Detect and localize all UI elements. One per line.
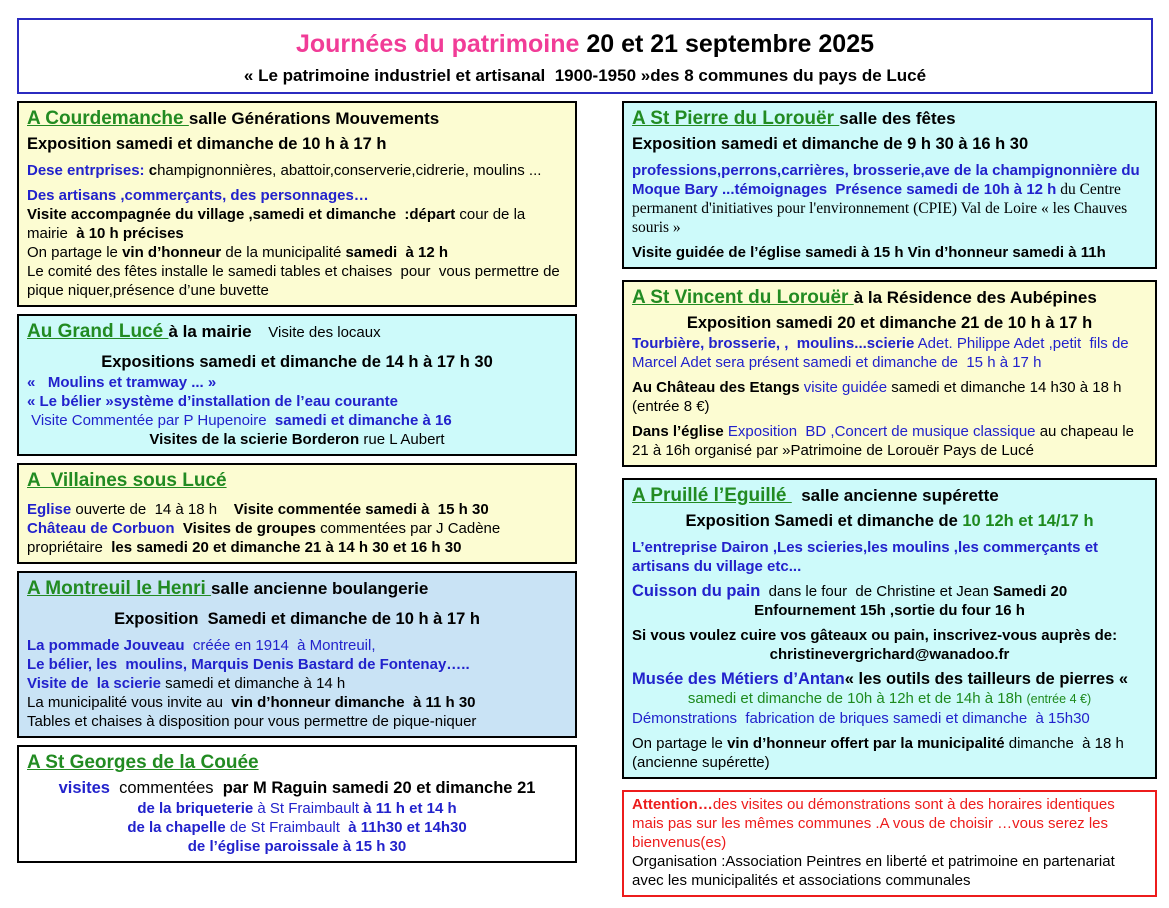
title-date: 20 et 21 septembre 2025 [579,30,875,58]
text-segment: Démonstrations fabrication de briques samedi et dimanche à 15h30 [632,710,1090,727]
text-line [632,161,1147,237]
text-line [27,373,567,392]
event-box-st-pierre-du-lorouer [622,101,1157,269]
box-heading [27,750,567,776]
text-line [632,510,1147,532]
text-line [27,430,567,449]
text-line [27,262,567,300]
text-segment: La municipalité vous invite au [27,694,232,711]
text-segment: Exposition samedi et dimanche de 10 h à 17 h [27,135,387,153]
text-segment: Organisation :Association Peintres en liberté et patrimoine en partenariat avec les municipalités et associations communales [632,853,1119,889]
text-line [27,655,567,674]
venue-label: salle ancienne supérette [791,486,999,505]
venue-label: à la mairie [168,322,252,341]
box-heading [632,285,1147,311]
commune-name: Au Grand Lucé [27,321,169,342]
text-segment: de la chapelle [127,819,226,836]
text-segment: Adet. Philippe Adet ,petit fils de Marcel Adet sera présent samedi et dimanche de 15 h à 17 h [632,335,1133,371]
text-line [27,351,567,373]
text-line [632,422,1147,460]
text-segment: vin d’honneur offert par la municipalité [727,735,1005,752]
commune-name: A St Georges de la Couée [27,752,259,773]
commune-name: A Villaines sous Lucé [27,470,227,491]
text-segment: On partage le [632,735,728,752]
commune-name: A St Pierre du Lorouër [632,108,840,129]
commune-name: A St Vincent du Lorouër [632,287,854,308]
text-line [632,734,1147,772]
text-segment: Exposition BD ,Concert de musique classique [727,423,1036,440]
text-line [27,392,567,411]
event-box-st-vincent-du-lorouer [622,280,1157,467]
text-segment: Tables et chaises à disposition pour vous permettre de pique-niquer [27,713,477,730]
text-segment: samedi et dimanche de 10h à 12h et de 14h à 18h [687,690,1027,707]
text-segment: vin d’honneur dimanche à 11 h 30 [231,694,476,711]
left-column [17,101,577,870]
text-segment: Visite commentée samedi à 15 h 30 [225,501,489,518]
text-segment: rue L Aubert [359,431,445,448]
venue-label: salle des fêtes [839,109,956,128]
text-segment: à St Fraimbault [253,800,364,817]
text-line [632,645,1147,664]
text-segment: samedi et dimanche 14 h30 à 18 h (entrée 8 €) [632,379,1126,415]
text-segment: Si vous voulez cuire vos gâteaux ou pain, inscrivez-vous auprès de: [632,627,1118,644]
text-line [632,133,1147,155]
text-segment: de la briqueterie [137,800,254,817]
text-line [632,582,1147,601]
text-line [27,837,567,856]
text-line [632,626,1147,645]
text-segment: Samedi 20 [992,583,1068,600]
text-segment: samedi et dimanche à 16 [274,412,452,429]
text-segment: Visite accompagnée du village ,samedi et dimanche :départ [27,206,456,223]
text-segment: à 11 h et 14 h [363,800,457,817]
venue-label: salle Générations Mouvements [188,109,440,128]
notice-box-attention [622,790,1157,897]
text-line [632,312,1147,334]
text-segment: On partage le [27,244,123,261]
text-line [27,777,567,799]
text-segment: samedi à 12 h [345,244,449,261]
text-line [27,519,567,557]
text-segment: 10 12h et 14/17 h [962,512,1094,530]
text-line [27,799,567,818]
text-segment: Dans l’église [632,423,728,440]
page-header [17,18,1153,94]
text-line [27,411,567,430]
text-segment: Visites de groupes [174,520,316,537]
event-box-courdemanche [17,101,577,307]
text-line [27,133,567,155]
box-heading [27,468,567,494]
text-segment: cour de la mairie [27,206,530,242]
text-segment: Château de Corbuon [27,520,175,537]
text-line [27,500,567,519]
text-segment: créée en 1914 à Montreuil, [184,637,376,654]
text-segment: Visite des locaux [251,324,381,341]
text-segment: de St Fraimbault [225,819,349,836]
page-subtitle [19,62,1151,89]
text-segment: de la municipalité [221,244,346,261]
commune-name: A Montreuil le Henri [27,578,212,599]
text-segment: La pommade Jouveau [27,637,185,654]
box-heading [27,319,567,345]
text-segment: Tourbière, brosserie, , moulins...scierie [632,335,915,352]
text-line [27,693,567,712]
text-line [632,243,1147,262]
text-line [632,378,1147,416]
text-line [27,674,567,693]
text-line [632,538,1147,576]
text-segment: Exposition Samedi et dimanche de [685,512,963,530]
event-box-montreuil-le-henri [17,571,577,738]
text-segment: commentées par J Cadène propriétaire [27,520,505,556]
box-heading [632,483,1147,509]
contact-email: christinevergrichard@wanadoo.fr [769,646,1010,663]
text-segment: Le bélier, les moulins, Marquis Denis Bastard de Fontenay….. [27,656,470,673]
text-line [27,636,567,655]
text-segment: (entrée 4 €) [1026,692,1092,706]
text-segment: hampignonnières, abattoir,conserverie,cidrerie, moulins ... [157,162,542,179]
event-box-st-georges-de-la-couee [17,745,577,863]
text-segment: au chapeau le 21 à 16h organisé par »Patrimoine de Lorouër Pays de Lucé [632,423,1139,459]
box-heading [632,106,1147,132]
organisation-note [632,852,1147,890]
text-segment: Expositions samedi et dimanche de 14 h à 17 h 30 [101,353,493,371]
box-heading [27,576,567,602]
text-segment: Exposition samedi et dimanche de 9 h 30 à 16 h 30 [632,135,1029,153]
text-line [632,709,1147,728]
text-line [27,205,567,243]
text-segment: Visites de la scierie Borderon [149,431,360,448]
text-segment: Exposition samedi 20 et dimanche 21 de 10 h à 17 h [686,314,1093,332]
text-segment: Exposition Samedi et dimanche de 10 h à 17 h [114,610,480,628]
text-segment: dans le four de Christine et Jean [760,583,993,600]
text-segment: à 11h30 et 14h30 [348,819,467,836]
text-segment: L’entreprise Dairon ,Les scieries,les moulins ,les commerçants et artisans du village etc... [632,539,1103,575]
text-line [632,601,1147,620]
text-segment: Des artisans ,commerçants, des personnages… [27,187,369,204]
text-line [27,243,567,262]
text-line [632,670,1147,689]
text-segment: Visite guidée de l’église samedi à 15 h Vin d’honneur samedi à 11h [632,244,1106,261]
text-segment: les samedi 20 et dimanche 21 à 14 h 30 et 16 h 30 [111,539,462,556]
box-heading [27,106,567,132]
text-segment: Cuisson du pain [632,582,761,600]
event-box-villaines-sous-luce [17,463,577,564]
text-segment: dimanche à 18 h (ancienne supérette) [632,735,1129,771]
text-segment: des visites ou démonstrations sont à des horaires identiques mais pas sur les mêmes communes .A vous de choisir …vous serez les bienvenus(es) [632,796,1119,851]
title-highlight: Journées du patrimoine [295,30,580,58]
text-line [632,689,1147,709]
text-segment: à 10 h précises [76,225,184,242]
attention-notice [632,795,1147,852]
page-title [19,26,1151,62]
text-line [27,608,567,630]
text-segment: visites [58,779,110,797]
text-segment: Dese entrprises: [27,162,149,179]
venue-label: à la Résidence des Aubépines [853,288,1097,307]
text-line [27,161,567,180]
text-segment: Le comité des fêtes installe le samedi tables et chaises pour vous permettre de pique niquer,présence d’une buvette [27,263,564,299]
text-line [27,712,567,731]
text-segment: Eglise [27,501,72,518]
text-segment: « Le patrimoine industriel et artisanal 1900-1950 »des 8 communes du pays de Lucé [243,66,927,85]
text-segment: « Moulins et tramway ... » [27,374,217,391]
event-box-grand-luce [17,314,577,456]
text-segment: ouverte de 14 à 18 h [71,501,226,518]
text-segment: professions,perrons,carrières, brosserie,ave de la champignonnière du Moque Bary ...témoignages Présence samedi de 10h à 12 h [632,162,1144,198]
venue-label: salle ancienne boulangerie [211,579,429,598]
right-column [622,101,1157,908]
text-segment: Visite Commentée par P Hupenoire [27,412,275,429]
text-segment: Visite de la scierie [27,675,161,692]
text-segment: « Le bélier »système d’installation de l’eau courante [27,393,398,410]
content-columns [17,101,1157,908]
text-segment: Au Château des Etangs [632,379,804,396]
text-line [27,186,567,205]
text-segment: c [148,162,158,179]
commune-name: A Courdemanche [27,108,189,129]
text-segment: par M Raguin samedi 20 et dimanche 21 [222,779,536,797]
text-line [27,818,567,837]
commune-name: A Pruillé l’Eguillé [632,485,792,506]
text-segment: de l’église paroissale à 15 h 30 [187,838,407,855]
text-segment: « les outils des tailleurs de pierres « [844,670,1129,688]
text-segment: vin d’honneur [122,244,222,261]
text-segment: Musée des Métiers d’Antan [632,670,845,688]
event-box-pruille-l-eguille [622,478,1157,779]
text-segment: commentées [109,779,223,797]
text-segment: samedi et dimanche à 14 h [160,675,346,692]
text-segment: visite guidée [803,379,888,396]
text-segment: Attention… [632,796,713,813]
text-line [632,334,1147,372]
text-segment: du Centre permanent d'initiatives pour l'environnement (CPIE) Val de Loire « les Chauves souris » [632,181,1132,236]
text-segment: Enfournement 15h ,sortie du four 16 h [754,602,1025,619]
